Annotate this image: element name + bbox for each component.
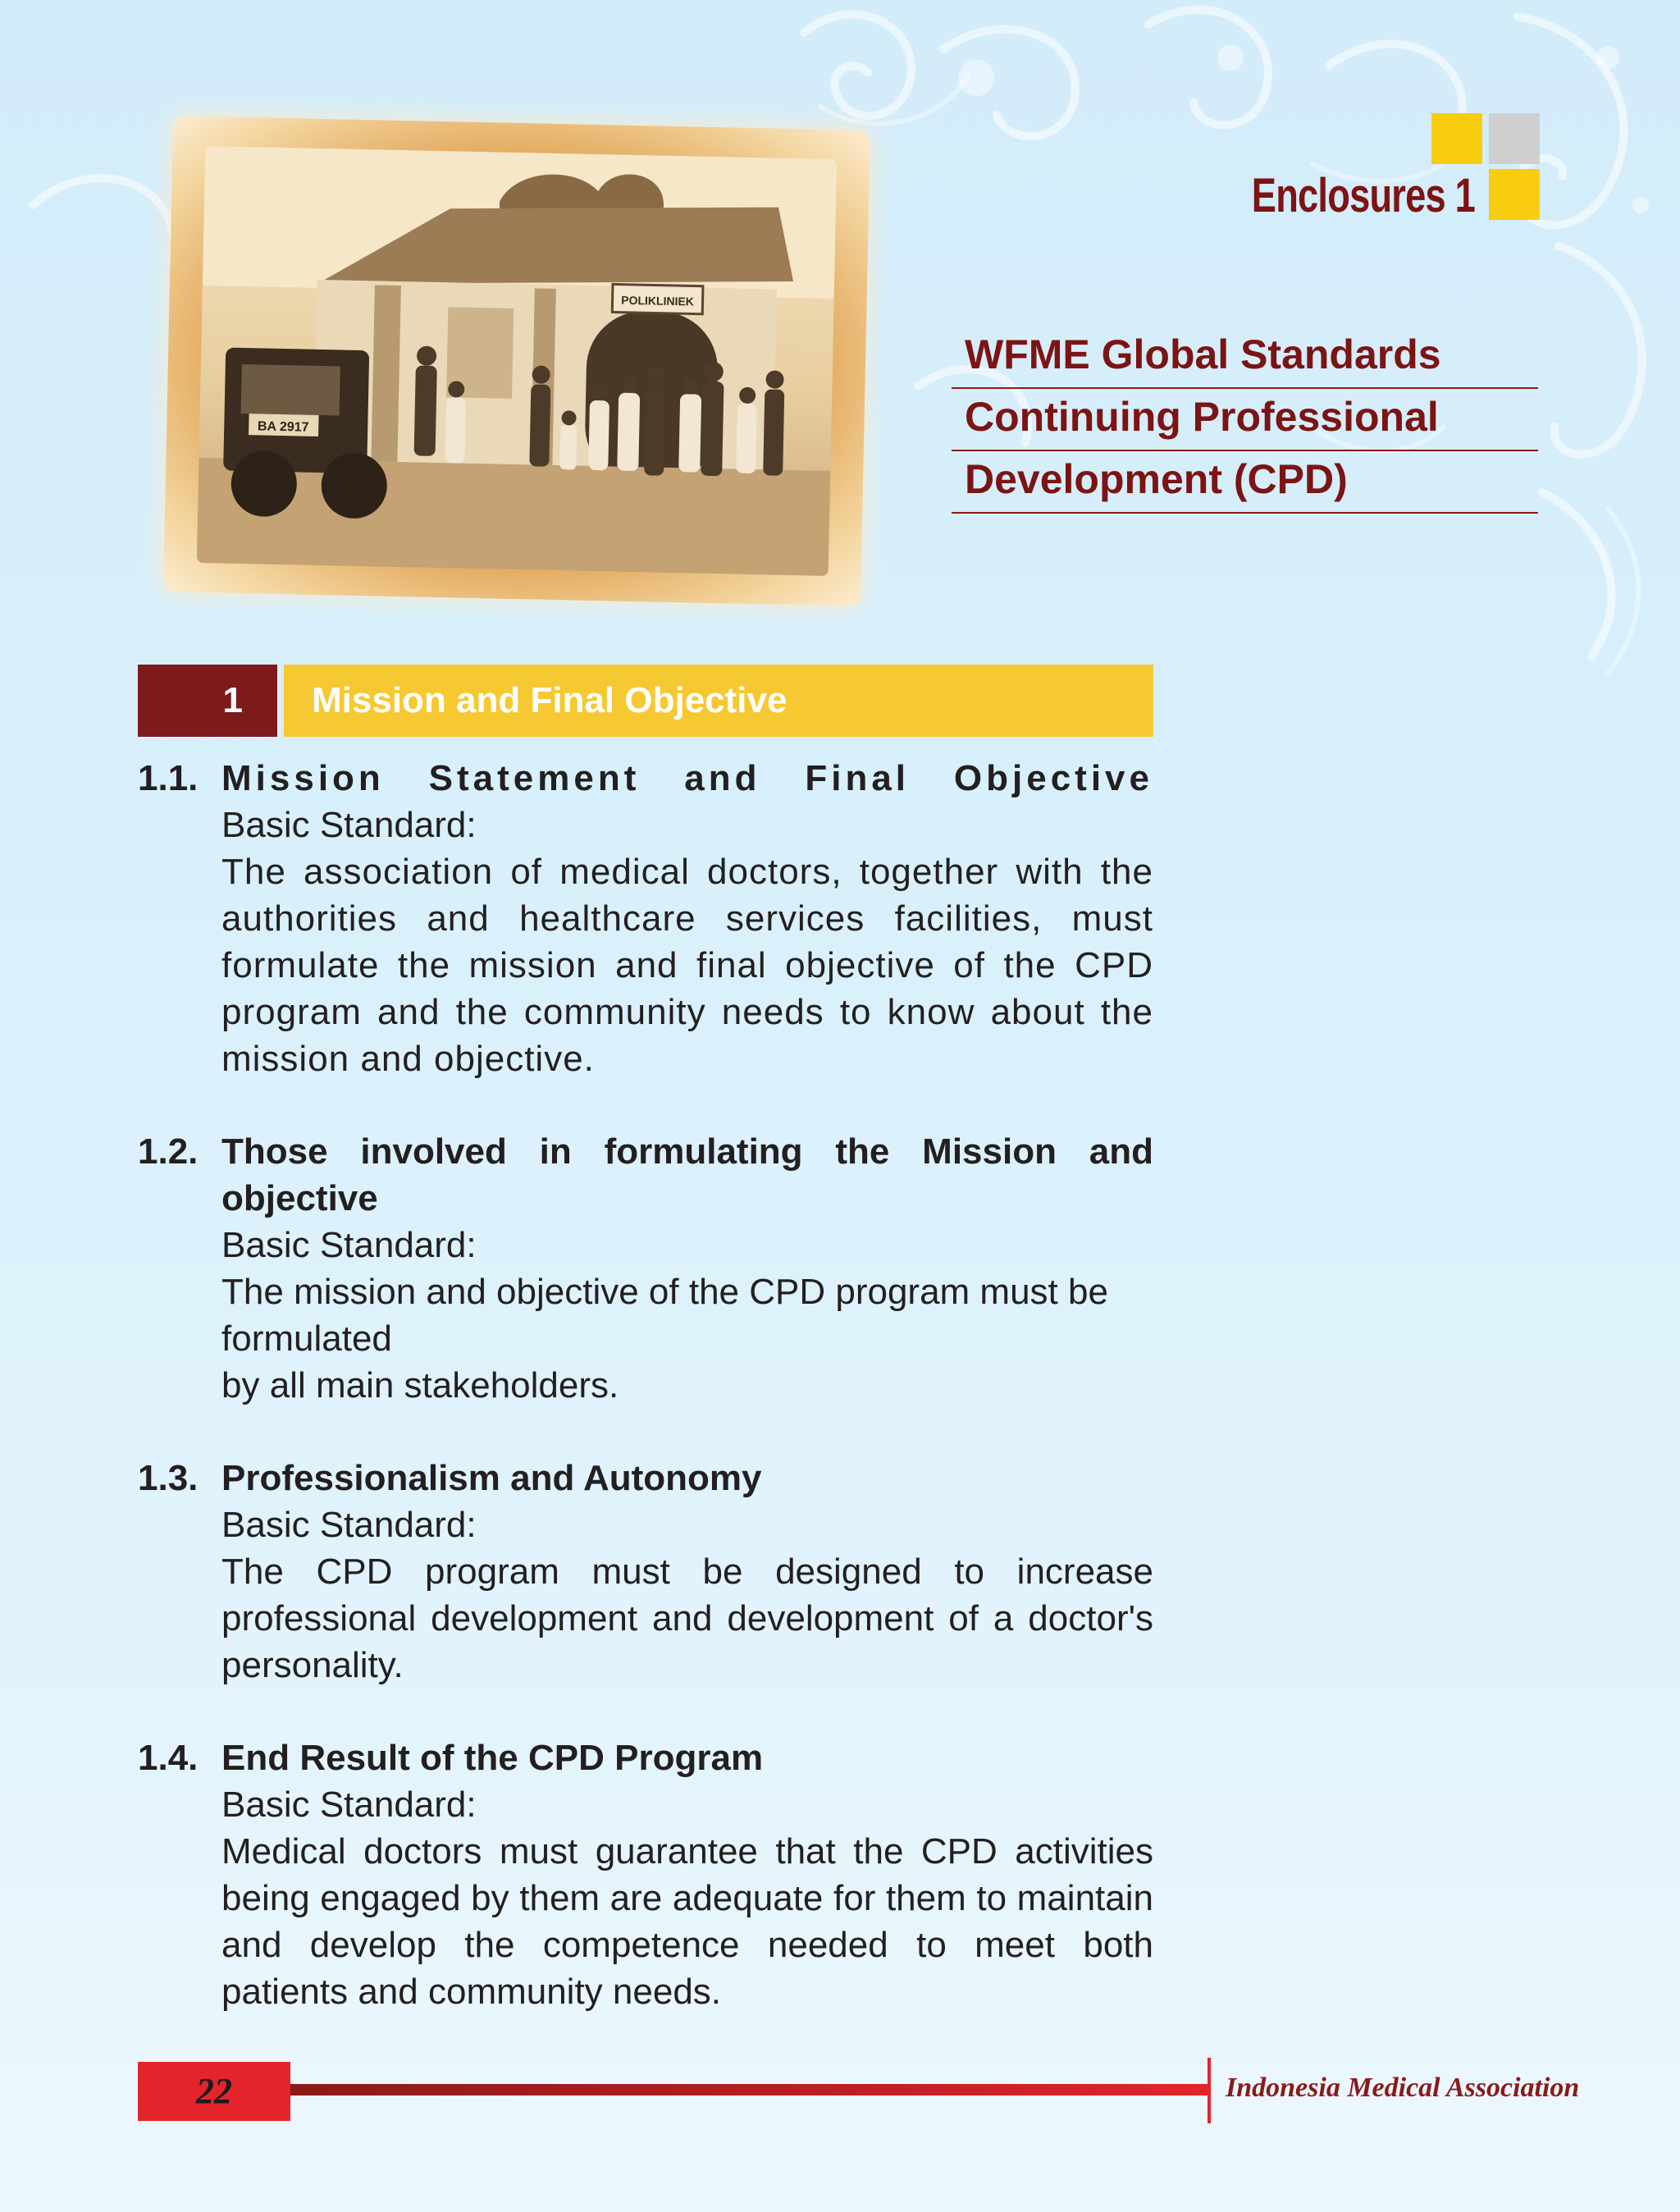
item-number: 1.1. xyxy=(138,758,199,798)
vintage-clinic-photo xyxy=(197,146,837,576)
section-number: 1 xyxy=(138,665,277,737)
footer-organization: Indonesia Medical Association xyxy=(1226,2073,1580,2103)
item-number: 1.2. xyxy=(138,1131,199,1172)
clinic-sign-text: POLIKLINIEK xyxy=(621,293,695,308)
section-body xyxy=(138,755,1153,2061)
item-title: Those involved in formulating the Mission and objective xyxy=(221,1131,1153,1218)
vintage-photo-frame xyxy=(163,116,870,606)
standard-item xyxy=(138,1734,1153,2015)
standard-text-line: The mission and objective of the CPD program must be formulated xyxy=(221,1272,1108,1359)
item-title: Professionalism and Autonomy xyxy=(221,1458,762,1498)
title-line-1: WFME Global Standards xyxy=(952,327,1538,389)
footer-divider xyxy=(1208,2058,1211,2123)
standard-text-line: by all main stakeholders. xyxy=(221,1365,619,1405)
footer-rule xyxy=(290,2084,1209,2095)
document-title xyxy=(952,327,1538,514)
section-title: Mission and Final Objective xyxy=(284,665,1153,737)
standard-item xyxy=(138,755,1153,1082)
item-number: 1.4. xyxy=(138,1738,199,1778)
standard-label: Basic Standard: xyxy=(221,1505,477,1545)
standard-text: Medical doctors must guarantee that the CPD activities being engaged by them are adequate for them to maintain and develop the competence needed to meet both patients and community needs. xyxy=(221,1831,1153,2012)
standard-item xyxy=(138,1455,1153,1689)
item-title: End Result of the CPD Program xyxy=(221,1738,764,1778)
enclosure-label: Enclosures 1 xyxy=(1251,169,1475,222)
title-line-3: Development (CPD) xyxy=(952,451,1538,514)
standard-label: Basic Standard: xyxy=(221,805,477,845)
page-number: 22 xyxy=(138,2062,290,2121)
title-line-2: Continuing Professional xyxy=(952,389,1538,451)
enclosure-square-yellow-bottom xyxy=(1489,169,1540,220)
item-title: Mission Statement and Final Objective xyxy=(221,758,1153,798)
standard-label: Basic Standard: xyxy=(221,1785,477,1825)
standard-text: The association of medical doctors, together with the authorities and healthcare services facilities, must formulate the mission and final objective of the CPD program and the community needs to know about the mission and objective. xyxy=(221,852,1153,1079)
enclosure-square-yellow-top xyxy=(1431,113,1482,164)
car-plate-text: BA 2917 xyxy=(257,419,309,435)
standard-text: The CPD program must be designed to increase professional development and development of a doctor's personality. xyxy=(221,1552,1153,1685)
item-number: 1.3. xyxy=(138,1458,199,1498)
enclosure-square-gray xyxy=(1489,113,1540,164)
standard-label: Basic Standard: xyxy=(221,1225,477,1265)
standard-item xyxy=(138,1128,1153,1409)
